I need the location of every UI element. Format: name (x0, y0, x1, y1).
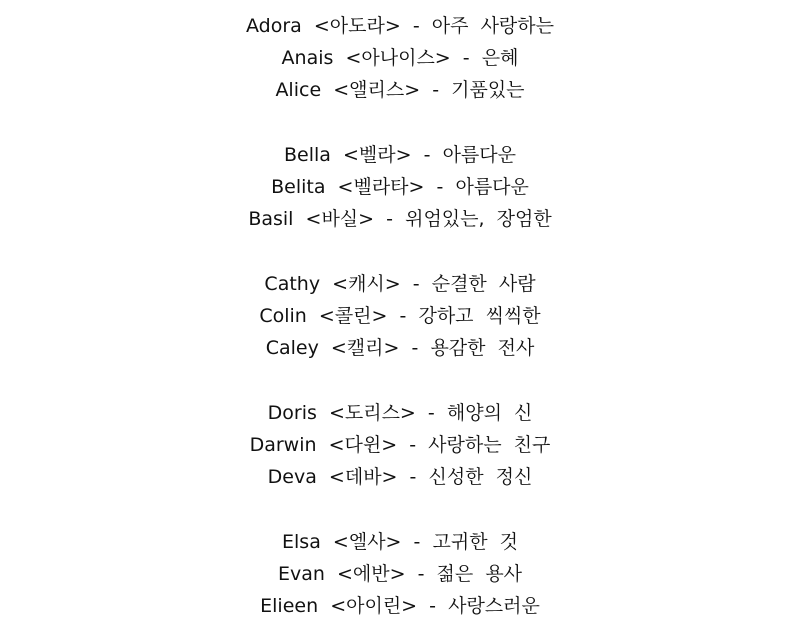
group-d (0, 397, 800, 493)
list-item: Caley <캘리> - 용감한 전사 (265, 337, 535, 359)
group-c (0, 268, 800, 364)
list-item: Doris <도리스> - 해양의 신 (267, 402, 533, 424)
list-item: Basil <바실> - 위엄있는, 장엄한 (248, 208, 552, 230)
list-item: Evan <에반> - 젊은 용사 (277, 563, 523, 585)
group-spacer (0, 364, 800, 397)
group-spacer (0, 493, 800, 526)
list-item: Adora <아도라> - 아주 사랑하는 (245, 15, 554, 37)
list-item: Alice <앨리스> - 기품있는 (275, 79, 525, 101)
list-item: Belita <벨라타> - 아름다운 (271, 176, 529, 198)
list-item: Elsa <엘사> - 고귀한 것 (282, 531, 518, 553)
list-item: Elieen <아이린> - 사랑스러운 (260, 595, 540, 617)
list-item: Cathy <캐시> - 순결한 사람 (264, 273, 536, 295)
group-b (0, 139, 800, 235)
list-item: Colin <콜린> - 강하고 씩씩한 (259, 305, 541, 327)
group-spacer (0, 235, 800, 268)
list-item: Deva <데바> - 신성한 정신 (267, 466, 533, 488)
group-spacer (0, 106, 800, 139)
list-item: Bella <벨라> - 아름다운 (284, 144, 516, 166)
group-a (0, 10, 800, 106)
list-item: Anais <아나이스> - 은혜 (281, 47, 519, 69)
group-e (0, 526, 800, 622)
list-item: Darwin <다윈> - 사랑하는 친구 (249, 434, 551, 456)
